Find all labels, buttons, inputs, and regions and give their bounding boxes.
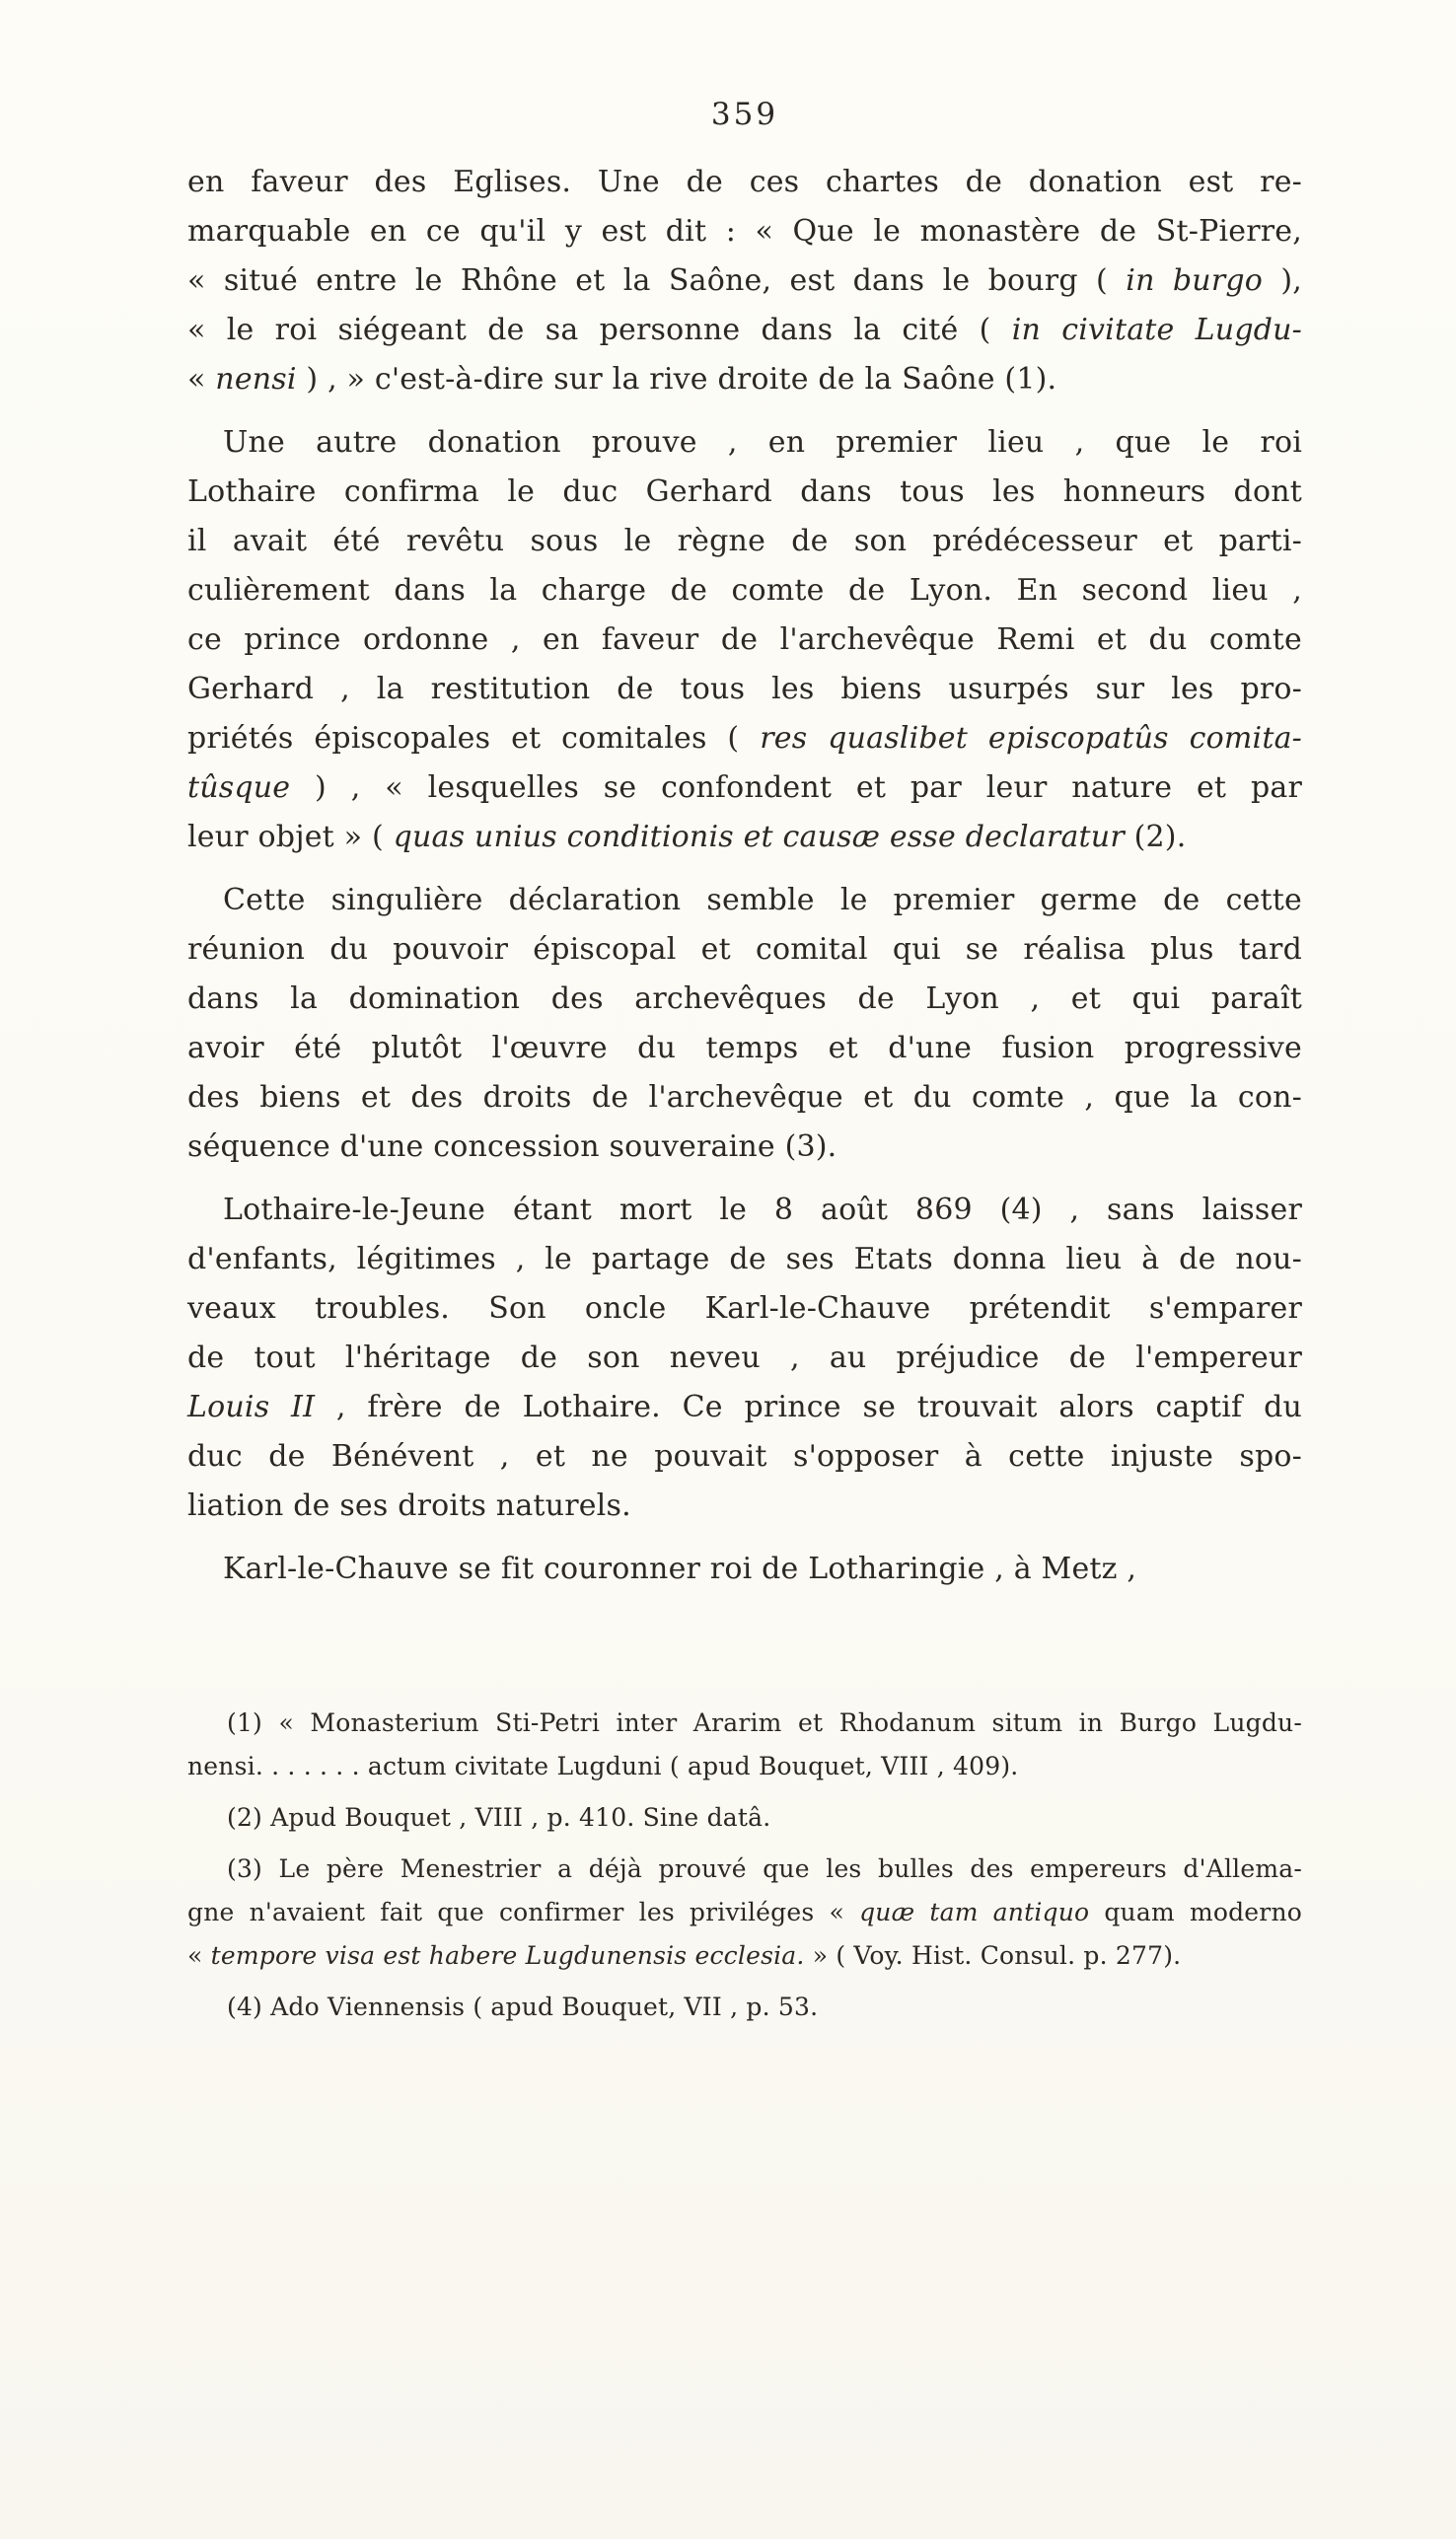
text-segment: quam moderno	[1089, 1898, 1303, 1926]
text-segment: séquence d'une concession souveraine (3).	[187, 1129, 837, 1164]
italic-text-segment: quæ tam antiquo	[859, 1898, 1090, 1926]
text-segment: (3) Le père Menestrier a déjà prouvé que les bulles des empereurs d'Allema-	[227, 1854, 1302, 1883]
italic-text-segment: quas unius conditionis et causæ esse declaratur	[393, 820, 1125, 854]
text-line	[187, 1796, 1302, 1840]
text-segment: priétés épiscopales et comitales (	[187, 721, 761, 756]
text-segment: leur objet » (	[187, 820, 394, 854]
text-line	[187, 1545, 1302, 1594]
text-segment: » ( Voy. Hist. Consul. p. 277).	[804, 1941, 1182, 1970]
text-segment: des biens et des droits de l'archevêque et du comte , que la con-	[187, 1080, 1302, 1115]
text-segment: dans la domination des archevêques de Lyon , et qui paraît	[187, 981, 1302, 1016]
text-line	[187, 1024, 1302, 1073]
text-line	[187, 925, 1302, 975]
text-line	[187, 975, 1302, 1024]
text-line	[187, 1284, 1302, 1334]
text-line	[187, 714, 1302, 763]
text-line	[187, 1891, 1302, 1934]
text-segment: « le roi siégeant de sa personne dans la cité (	[187, 313, 1012, 347]
page-number: 359	[710, 97, 779, 132]
text-line	[187, 1383, 1302, 1432]
italic-text-segment: Louis II	[187, 1390, 316, 1424]
text-segment: (1) « Monasterium Sti-Petri inter Ararim et Rhodanum situm in Burgo Lugdu-	[227, 1708, 1302, 1737]
paragraph	[187, 158, 1302, 404]
italic-text-segment: in burgo	[1126, 263, 1264, 298]
text-segment: veaux troubles. Son oncle Karl-le-Chauve prétendit s'emparer	[187, 1291, 1302, 1326]
text-segment: «	[187, 1941, 211, 1970]
text-segment: Lothaire-le-Jeune étant mort le 8 août 869 (4) , sans laisser	[223, 1193, 1302, 1227]
text-segment: avoir été plutôt l'œuvre du temps et d'une fusion progressive	[187, 1031, 1302, 1065]
text-segment: en faveur des Eglises. Une de ces chartes de donation est re-	[187, 165, 1302, 199]
text-segment: ) , » c'est-à-dire sur la rive droite de la Saône (1).	[296, 362, 1057, 397]
text-line	[187, 158, 1302, 207]
footnote	[187, 1986, 1302, 2029]
text-segment: nensi. . . . . . . actum civitate Lugduni ( apud Bouquet, VIII , 409).	[187, 1752, 1019, 1780]
italic-text-segment: in civitate Lugdu-	[1011, 313, 1302, 347]
text-line	[187, 1235, 1302, 1284]
text-line	[187, 1745, 1302, 1788]
text-segment: (2).	[1124, 820, 1187, 854]
text-line	[187, 566, 1302, 616]
paragraph	[187, 1545, 1302, 1594]
text-line	[187, 813, 1302, 862]
text-line	[187, 418, 1302, 468]
text-segment: «	[187, 362, 216, 397]
text-segment: marquable en ce qu'il y est dit : « Que le monastère de St-Pierre,	[187, 214, 1302, 249]
text-line	[187, 1432, 1302, 1482]
text-segment: liation de ses droits naturels.	[187, 1488, 631, 1523]
text-line	[187, 1482, 1302, 1531]
text-segment: « situé entre le Rhône et la Saône, est dans le bourg (	[187, 263, 1127, 298]
text-line	[187, 1123, 1302, 1172]
italic-text-segment: res quaslibet episcopatûs comita-	[760, 721, 1302, 756]
footnote	[187, 1796, 1302, 1840]
text-segment: , frère de Lothaire. Ce prince se trouvait alors captif du	[315, 1390, 1303, 1424]
text-segment: ),	[1263, 263, 1302, 298]
text-segment: Gerhard , la restitution de tous les biens usurpés sur les pro-	[187, 672, 1302, 706]
text-segment: duc de Bénévent , et ne pouvait s'opposer à cette injuste spo-	[187, 1439, 1302, 1474]
text-segment: (2) Apud Bouquet , VIII , p. 410. Sine datâ.	[227, 1803, 771, 1832]
text-line	[187, 1186, 1302, 1235]
footnote	[187, 1702, 1302, 1788]
text-segment: Cette singulière déclaration semble le premier germe de cette	[223, 883, 1302, 917]
text-segment: Karl-le-Chauve se fit couronner roi de Lotharingie , à Metz ,	[223, 1552, 1137, 1586]
text-line	[187, 306, 1302, 355]
text-segment: Lothaire confirma le duc Gerhard dans tous les honneurs dont	[187, 474, 1302, 509]
text-line	[187, 1986, 1302, 2029]
paragraph	[187, 418, 1302, 862]
footnote	[187, 1848, 1302, 1978]
text-line	[187, 256, 1302, 306]
main-text	[187, 158, 1302, 1608]
text-segment: d'enfants, légitimes , le partage de ses Etats donna lieu à de nou-	[187, 1242, 1302, 1276]
text-line	[187, 763, 1302, 813]
italic-text-segment: tûsque	[187, 770, 291, 805]
text-line	[187, 207, 1302, 256]
footnote-section	[187, 1702, 1302, 2037]
text-line	[187, 1934, 1302, 1978]
text-line	[187, 355, 1302, 404]
text-line	[187, 616, 1302, 665]
text-segment: gne n'avaient fait que confirmer les priviléges «	[187, 1898, 860, 1926]
text-segment: ) , « lesquelles se confondent et par leur nature et par	[290, 770, 1302, 805]
text-line	[187, 1073, 1302, 1123]
text-segment: Une autre donation prouve , en premier lieu , que le roi	[223, 425, 1302, 460]
text-line	[187, 665, 1302, 714]
paragraph	[187, 876, 1302, 1172]
text-segment: ce prince ordonne , en faveur de l'archevêque Remi et du comte	[187, 622, 1302, 657]
italic-text-segment: nensi	[215, 362, 297, 397]
italic-text-segment: tempore visa est habere Lugdunensis ecclesia.	[210, 1941, 805, 1970]
text-segment: (4) Ado Viennensis ( apud Bouquet, VII , p. 53.	[227, 1993, 819, 2021]
text-line	[187, 876, 1302, 925]
text-segment: de tout l'héritage de son neveu , au préjudice de l'empereur	[187, 1341, 1302, 1375]
text-segment: il avait été revêtu sous le règne de son prédécesseur et parti-	[187, 524, 1302, 558]
text-segment: culièrement dans la charge de comte de Lyon. En second lieu ,	[187, 573, 1302, 608]
text-line	[187, 517, 1302, 566]
text-line	[187, 468, 1302, 517]
text-segment: réunion du pouvoir épiscopal et comital qui se réalisa plus tard	[187, 932, 1302, 967]
text-line	[187, 1334, 1302, 1383]
text-line	[187, 1848, 1302, 1891]
text-line	[187, 1702, 1302, 1745]
paragraph	[187, 1186, 1302, 1531]
